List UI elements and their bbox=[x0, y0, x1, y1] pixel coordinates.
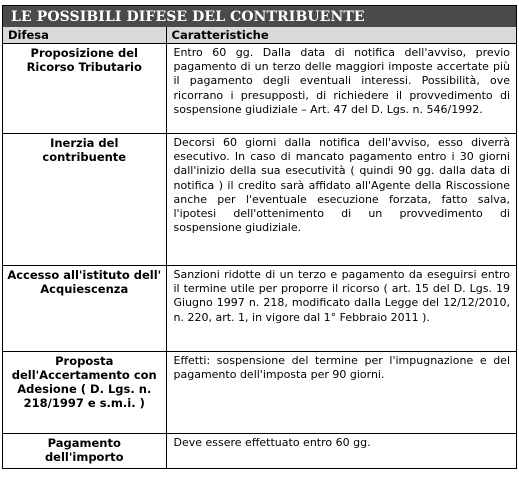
header-characteristics: Caratteristiche bbox=[166, 27, 516, 44]
table-row bbox=[3, 434, 516, 468]
defense-cell: Inerzia del contribuente bbox=[3, 134, 166, 266]
table-row bbox=[3, 134, 516, 266]
details-cell: Decorsi 60 giorni dalla notifica dell'avviso, esso diverrà esecutivo. In caso di mancato pagamento entro i 30 giorni dall'inizio della sua esecutività ( quindi 90 gg. dalla data di notifica ) il credito sarà affidato all'Agente della Riscossione anche per l'eventuale esecuzione forzata, fatto salva, l'ipotesi dell'ottenimento di un provvedimento di sospensione giudiziale. bbox=[166, 134, 516, 266]
header-row bbox=[3, 27, 516, 44]
defenses-table bbox=[3, 27, 516, 468]
table-row bbox=[3, 352, 516, 434]
defense-cell: Pagamento dell'importo bbox=[3, 434, 166, 468]
table-row bbox=[3, 44, 516, 134]
defenses-table-frame bbox=[2, 5, 517, 469]
details-cell: Sanzioni ridotte di un terzo e pagamento da eseguirsi entro il termine utile per proporre il ricorso ( art. 15 del D. Lgs. 19 Giugno 1997 n. 218, modificato dalla Legge del 12/12/2010, n. 220, art. 1, in vigore dal 1° Febbraio 2011 ). bbox=[166, 266, 516, 352]
defense-cell: Proposizione del Ricorso Tributario bbox=[3, 44, 166, 134]
table-row bbox=[3, 266, 516, 352]
header-defense: Difesa bbox=[3, 27, 166, 44]
details-cell: Effetti: sospensione del termine per l'impugnazione e del pagamento dell'imposta per 90 giorni. bbox=[166, 352, 516, 434]
details-cell: Deve essere effettuato entro 60 gg. bbox=[166, 434, 516, 468]
table-title: LE POSSIBILI DIFESE DEL CONTRIBUENTE bbox=[3, 6, 516, 27]
details-cell: Entro 60 gg. Dalla data di notifica dell'avviso, previo pagamento di un terzo delle maggiori imposte accertate più il pagamento degli eventuali interessi. Possibilità, ove ricorrano i presupposti, di richiedere il provvedimento di sospensione giudiziale – Art. 47 del D. Lgs. n. 546/1992. bbox=[166, 44, 516, 134]
defense-cell: Proposta dell'Accertamento con Adesione ( D. Lgs. n. 218/1997 e s.m.i. ) bbox=[3, 352, 166, 434]
defense-cell: Accesso all'istituto dell' Acquiescenza bbox=[3, 266, 166, 352]
